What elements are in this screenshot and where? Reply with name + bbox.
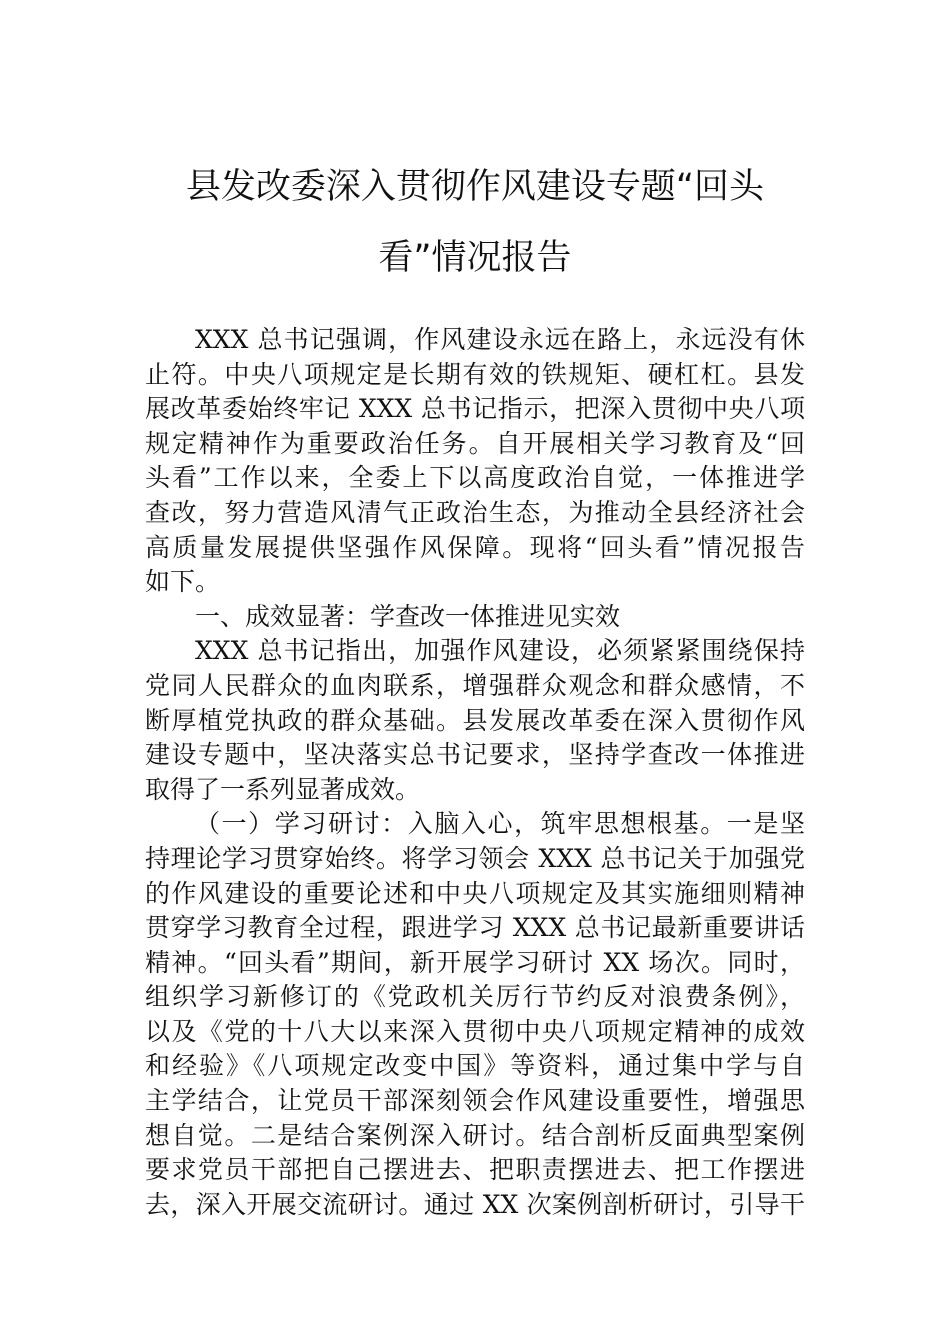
document-title-line-1: 县发改委深入贯彻作风建设专题“回头 [185, 167, 765, 207]
body-text-line: 以及《党的十八大以来深入贯彻中央八项规定精神的成效 [145, 1016, 805, 1046]
body-text-line: 断厚植党执政的群众基础。县发展改革委在深入贯彻作风 [145, 705, 805, 735]
body-text-line: （一）学习研讨：入脑入心，筑牢思想根基。一是坚 [195, 809, 805, 839]
body-text-line: 持理论学习贯穿始终。将学习领会 XXX 总书记关于加强党 [145, 843, 805, 873]
body-text-line: 头看”工作以来，全委上下以高度政治自觉，一体推进学 [145, 463, 805, 493]
body-text-line: 想自觉。二是结合案例深入研讨。结合剖析反面典型案例 [145, 1120, 805, 1150]
body-text-line: 规定精神作为重要政治任务。自开展相关学习教育及“回 [145, 428, 805, 458]
body-text-line: 止符。中央八项规定是长期有效的铁规矩、硬杠杠。县发 [145, 359, 805, 389]
body-text-line: 展改革委始终牢记 XXX 总书记指示，把深入贯彻中央八项 [145, 394, 805, 424]
body-text-line: 查改，努力营造风清气正政治生态，为推动全县经济社会 [145, 497, 805, 527]
body-text-line: 要求党员干部把自己摆进去、把职责摆进去、把工作摆进 [145, 1155, 805, 1185]
body-text-line: 党同人民群众的血肉联系，增强群众观念和群众感情，不 [145, 670, 805, 700]
body-text-line: XXX 总书记指出，加强作风建设，必须紧紧围绕保持 [195, 636, 805, 666]
body-text-line: 一、成效显著：学查改一体推进见实效 [195, 601, 621, 631]
body-text-line: 如下。 [145, 567, 221, 597]
body-text-line: 主学结合，让党员干部深刻领会作风建设重要性，增强思 [145, 1086, 805, 1116]
body-text-line: 取得了一系列显著成效。 [145, 774, 421, 804]
document-title-line-2: 看”情况报告 [378, 238, 572, 278]
body-text-line: 高质量发展提供坚强作风保障。现将“回头看”情况报告 [145, 532, 805, 562]
body-text-line: 精神。“回头看”期间，新开展学习研讨 XX 场次。同时， [145, 947, 805, 977]
body-text-line: 组织学习新修订的《党政机关厉行节约反对浪费条例》， [145, 982, 805, 1012]
body-text-line: 的作风建设的重要论述和中央八项规定及其实施细则精神 [145, 878, 805, 908]
body-text-line: 贯穿学习教育全过程，跟进学习 XXX 总书记最新重要讲话 [145, 913, 805, 943]
body-text-line: XXX 总书记强调，作风建设永远在路上，永远没有休 [195, 325, 805, 354]
body-text-line: 和经验》《八项规定改变中国》等资料，通过集中学与自 [145, 1051, 805, 1081]
body-text-line: 去，深入开展交流研讨。通过 XX 次案例剖析研讨，引导干 [145, 1189, 805, 1219]
body-text-line: 建设专题中，坚决落实总书记要求，坚持学查改一体推进 [145, 740, 805, 770]
document-body [145, 323, 805, 1222]
